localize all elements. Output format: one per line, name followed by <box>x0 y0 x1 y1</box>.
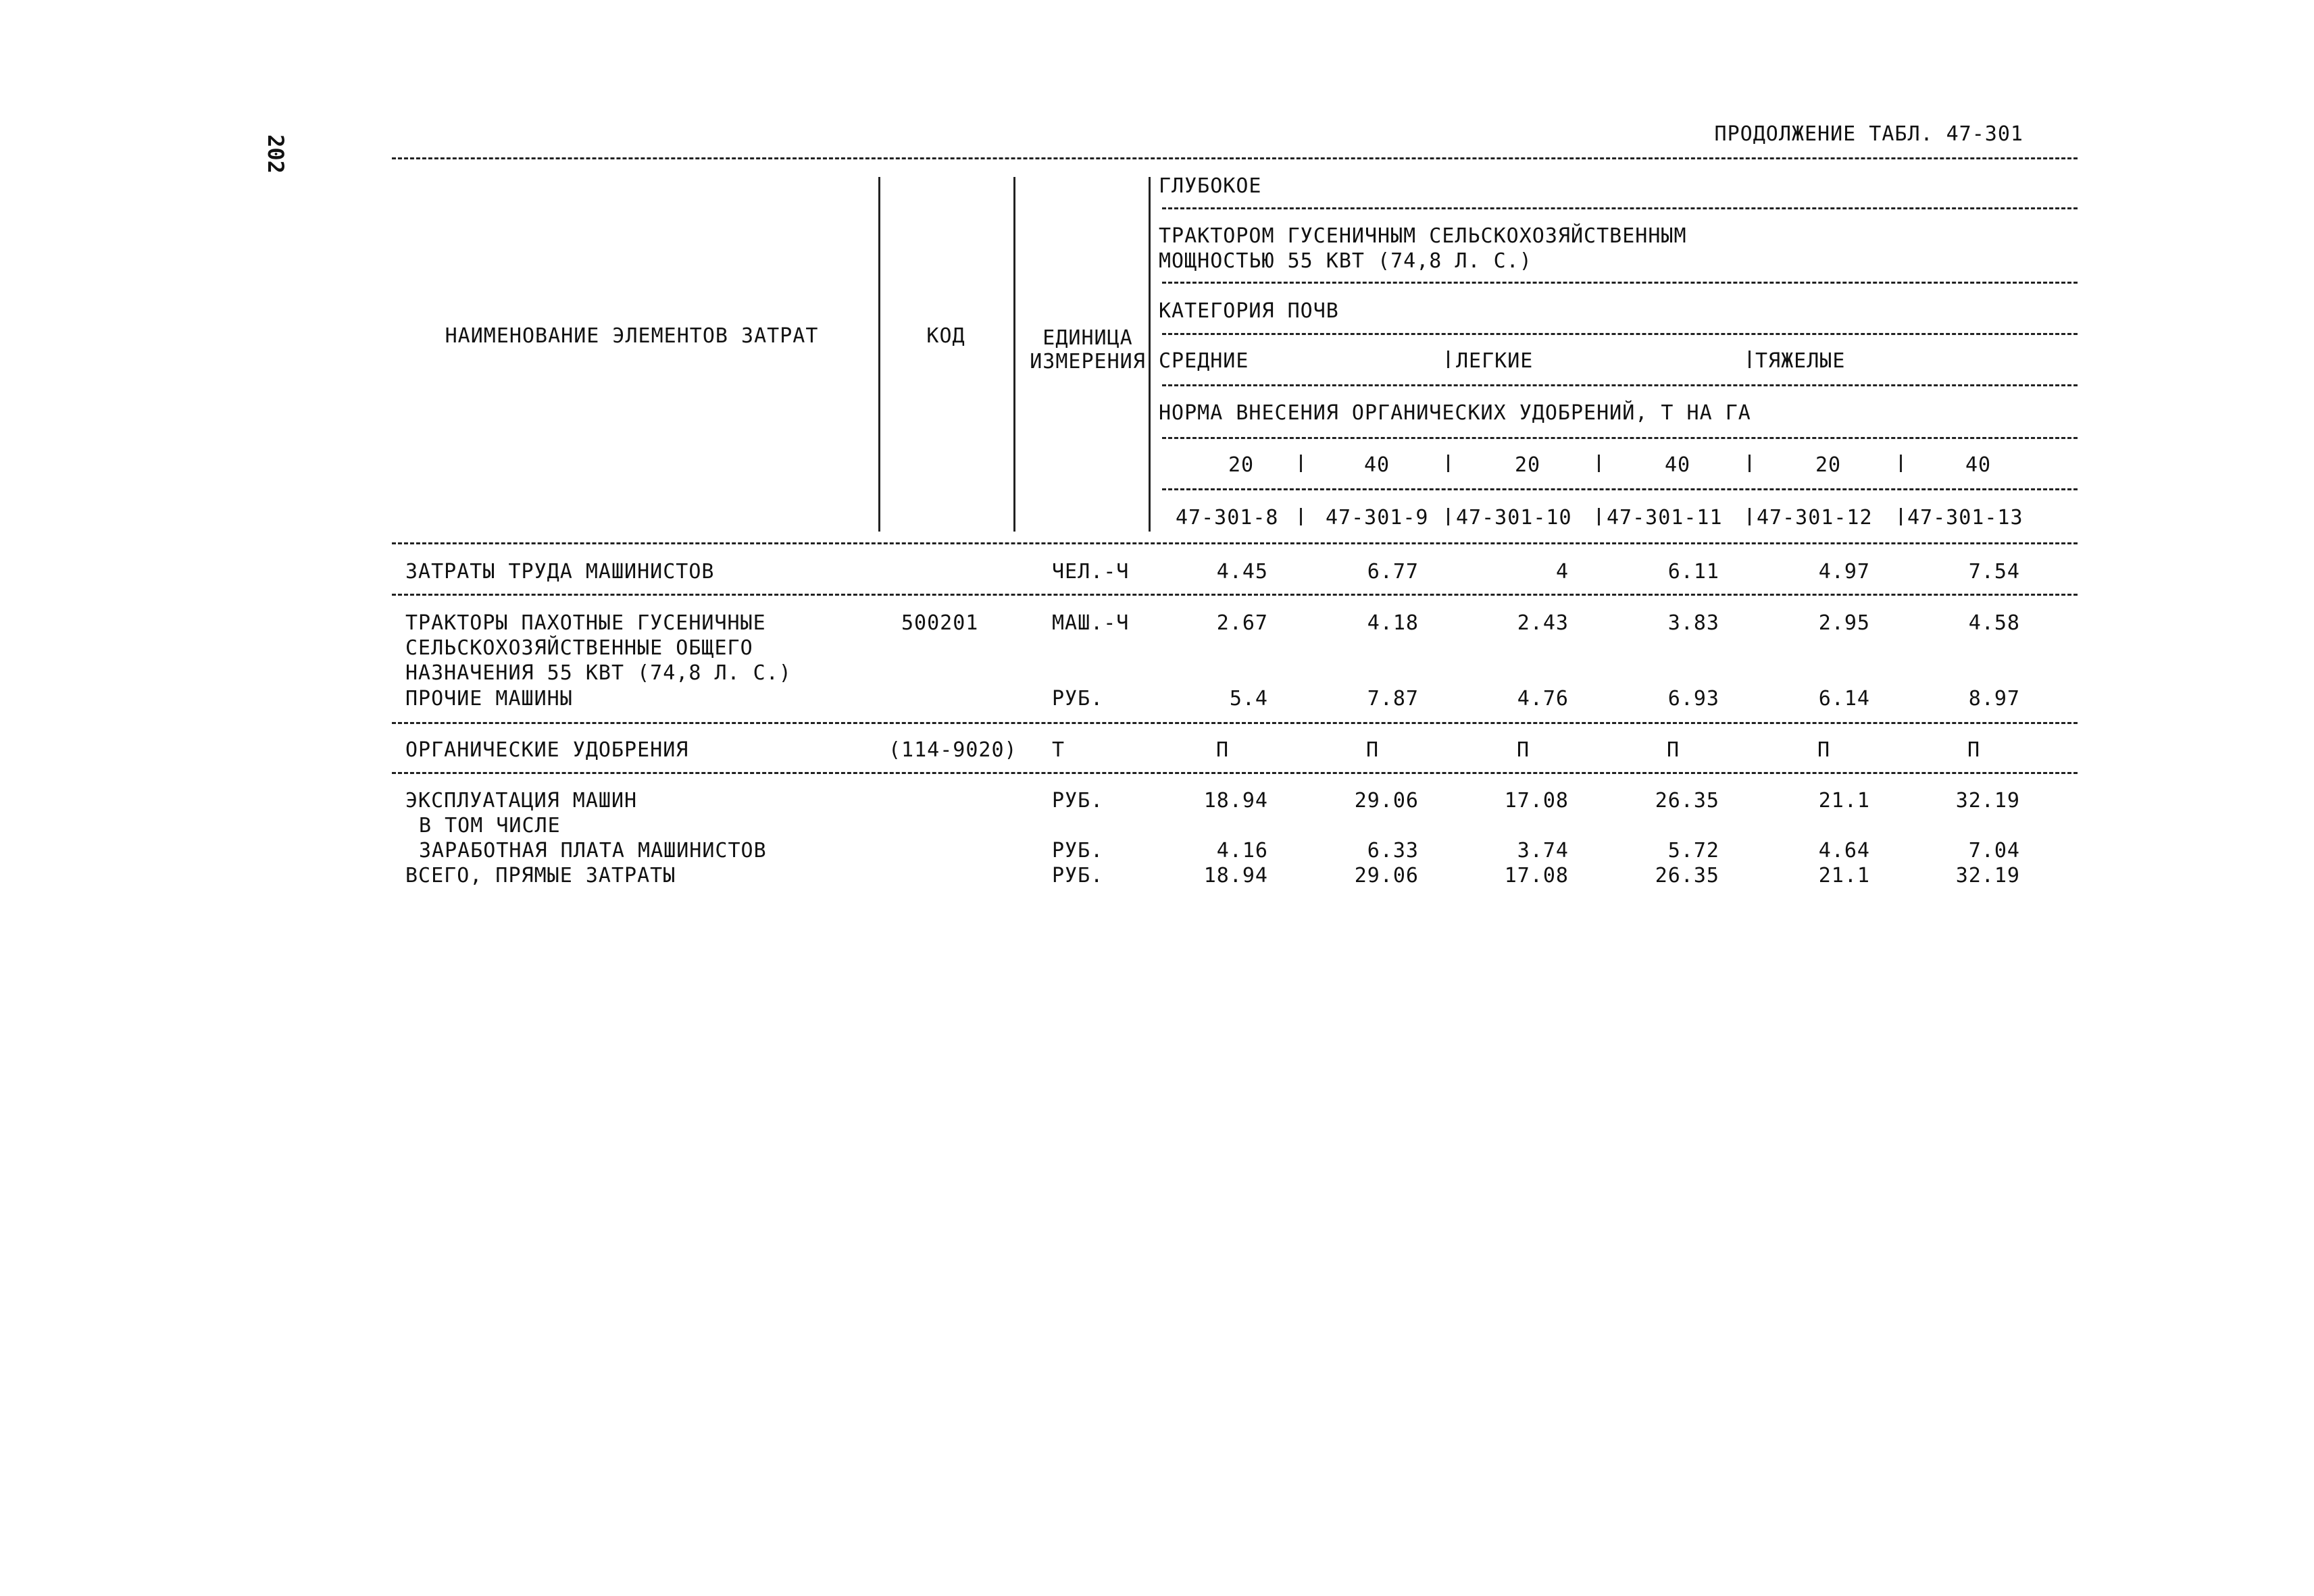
header-code-column: КОД <box>926 324 965 348</box>
row-unit: РУБ. <box>1052 864 1104 887</box>
row-value: П <box>1667 738 1680 762</box>
header-rule-2 <box>1162 282 2078 284</box>
header-unit-line-1: ЕДИНИЦА <box>1042 326 1133 350</box>
row-value: П <box>1216 738 1230 762</box>
rate-col-2: 40 <box>1363 453 1390 477</box>
row-value: 21.1 <box>1818 789 1870 813</box>
code-col-4: 47-301-11 <box>1607 506 1723 530</box>
header-unit-line-2: ИЗМЕРЕНИЯ <box>1030 350 1146 374</box>
header-divider-name <box>878 177 880 532</box>
header-work-type: ГЛУБОКОЕ <box>1159 174 1262 198</box>
rate-divider-4 <box>1749 455 1751 472</box>
table-top-rule <box>392 157 2078 159</box>
header-soil-category: КАТЕГОРИЯ ПОЧВ <box>1159 299 1339 323</box>
row-value: 4.16 <box>1216 839 1268 863</box>
row-value: 4.97 <box>1818 560 1870 584</box>
header-rule-3 <box>1162 333 2078 335</box>
row-value: 4.64 <box>1818 839 1870 863</box>
row-value: 32.19 <box>1955 864 2020 887</box>
row-unit: РУБ. <box>1052 687 1104 711</box>
row-unit: МАШ.-Ч <box>1052 611 1130 635</box>
row-value: 2.43 <box>1517 611 1569 635</box>
row-value: 6.33 <box>1367 839 1419 863</box>
row-value: П <box>1517 738 1530 762</box>
rate-divider-5 <box>1900 455 1902 472</box>
row-name: ЗАРАБОТНАЯ ПЛАТА МАШИНИСТОВ <box>419 839 767 863</box>
row-value: 3.83 <box>1667 611 1719 635</box>
row-value: 6.14 <box>1818 687 1870 711</box>
row-value: 18.94 <box>1203 864 1268 887</box>
rate-divider-3 <box>1598 455 1600 472</box>
row-value: 4 <box>1555 560 1569 584</box>
header-rule-6 <box>1162 488 2078 490</box>
row-name-line-3: НАЗНАЧЕНИЯ 55 КВТ (74,8 Л. С.) <box>405 661 792 685</box>
rate-divider-1 <box>1300 455 1302 472</box>
row-rule-3 <box>392 772 2078 774</box>
row-name: ВСЕГО, ПРЯМЫЕ ЗАТРАТЫ <box>405 864 676 887</box>
continuation-title: ПРОДОЛЖЕНИЕ ТАБЛ. 47-301 <box>1714 122 2023 146</box>
rate-col-5: 20 <box>1815 453 1842 477</box>
row-value: 21.1 <box>1818 864 1870 887</box>
row-code: 500201 <box>901 611 979 635</box>
code-divider-1 <box>1300 508 1302 525</box>
soil-type-heavy: ТЯЖЕЛЫЕ <box>1755 349 1846 373</box>
page-number: 202 <box>263 134 288 174</box>
rate-col-4: 40 <box>1664 453 1691 477</box>
row-value: 26.35 <box>1655 864 1719 887</box>
row-value: 8.97 <box>1968 687 2020 711</box>
header-name-column: НАИМЕНОВАНИЕ ЭЛЕМЕНТОВ ЗАТРАТ <box>445 324 819 348</box>
row-value: 2.95 <box>1818 611 1870 635</box>
soil-type-light: ЛЕГКИЕ <box>1456 349 1534 373</box>
soil-divider-2 <box>1749 351 1751 368</box>
row-value: 17.08 <box>1504 789 1569 813</box>
row-value: 17.08 <box>1504 864 1569 887</box>
row-unit: ЧЕЛ.-Ч <box>1052 560 1130 584</box>
row-value: 5.4 <box>1229 687 1268 711</box>
header-rule-4 <box>1162 384 2078 386</box>
header-divider-code <box>1013 177 1015 532</box>
row-value: 29.06 <box>1354 789 1419 813</box>
code-divider-2 <box>1447 508 1449 525</box>
code-col-3: 47-301-10 <box>1456 506 1572 530</box>
row-value: 6.11 <box>1667 560 1719 584</box>
row-value: 5.72 <box>1667 839 1719 863</box>
row-value: 18.94 <box>1203 789 1268 813</box>
code-col-1: 47-301-8 <box>1176 506 1279 530</box>
row-name: ОРГАНИЧЕСКИЕ УДОБРЕНИЯ <box>405 738 689 762</box>
code-col-6: 47-301-13 <box>1907 506 2023 530</box>
header-tractor-line-2: МОЩНОСТЬЮ 55 КВТ (74,8 Л. С.) <box>1159 249 1532 273</box>
row-value: 7.04 <box>1968 839 2020 863</box>
row-rule-2 <box>392 722 2078 724</box>
row-code: (114-9020) <box>888 738 1017 762</box>
row-value: 29.06 <box>1354 864 1419 887</box>
row-value: 26.35 <box>1655 789 1719 813</box>
header-rule-1 <box>1162 207 2078 209</box>
code-divider-3 <box>1598 508 1600 525</box>
header-rule-5 <box>1162 437 2078 439</box>
header-fertilizer-norm: НОРМА ВНЕСЕНИЯ ОРГАНИЧЕСКИХ УДОБРЕНИЙ, Т НА ГА <box>1159 401 1751 425</box>
header-divider-unit <box>1149 177 1151 532</box>
code-divider-4 <box>1749 508 1751 525</box>
row-unit: РУБ. <box>1052 839 1104 863</box>
row-value: 6.77 <box>1367 560 1419 584</box>
code-col-5: 47-301-12 <box>1757 506 1873 530</box>
row-name-line-2: СЕЛЬСКОХОЗЯЙСТВЕННЫЕ ОБЩЕГО <box>405 636 753 660</box>
row-value: 7.87 <box>1367 687 1419 711</box>
rate-col-6: 40 <box>1965 453 1992 477</box>
row-value: 4.18 <box>1367 611 1419 635</box>
row-value: 2.67 <box>1216 611 1268 635</box>
header-tractor-line-1: ТРАКТОРОМ ГУСЕНИЧНЫМ СЕЛЬСКОХОЗЯЙСТВЕННЫМ <box>1159 224 1687 248</box>
row-value: П <box>1817 738 1831 762</box>
row-unit: РУБ. <box>1052 789 1104 813</box>
row-name: ПРОЧИЕ МАШИНЫ <box>405 687 573 711</box>
row-value: 4.76 <box>1517 687 1569 711</box>
row-value: 4.45 <box>1216 560 1268 584</box>
row-value: 7.54 <box>1968 560 2020 584</box>
rate-divider-2 <box>1447 455 1449 472</box>
row-name: ЭКСПЛУАТАЦИЯ МАШИН <box>405 789 638 813</box>
rate-col-1: 20 <box>1228 453 1255 477</box>
soil-divider-1 <box>1447 351 1449 368</box>
soil-type-medium: СРЕДНИЕ <box>1159 349 1249 373</box>
rate-col-3: 20 <box>1514 453 1541 477</box>
row-value: П <box>1967 738 1981 762</box>
code-divider-5 <box>1900 508 1902 525</box>
row-rule-1 <box>392 594 2078 596</box>
row-value: 3.74 <box>1517 839 1569 863</box>
row-name: ЗАТРАТЫ ТРУДА МАШИНИСТОВ <box>405 560 715 584</box>
row-value: 4.58 <box>1968 611 2020 635</box>
header-bottom-rule <box>392 542 2078 544</box>
row-value: 6.93 <box>1667 687 1719 711</box>
code-col-2: 47-301-9 <box>1326 506 1429 530</box>
row-unit: Т <box>1052 738 1065 762</box>
row-name-line-1: ТРАКТОРЫ ПАХОТНЫЕ ГУСЕНИЧНЫЕ <box>405 611 766 635</box>
row-value: П <box>1366 738 1380 762</box>
row-name: В ТОМ ЧИСЛЕ <box>419 814 561 838</box>
row-value: 32.19 <box>1955 789 2020 813</box>
